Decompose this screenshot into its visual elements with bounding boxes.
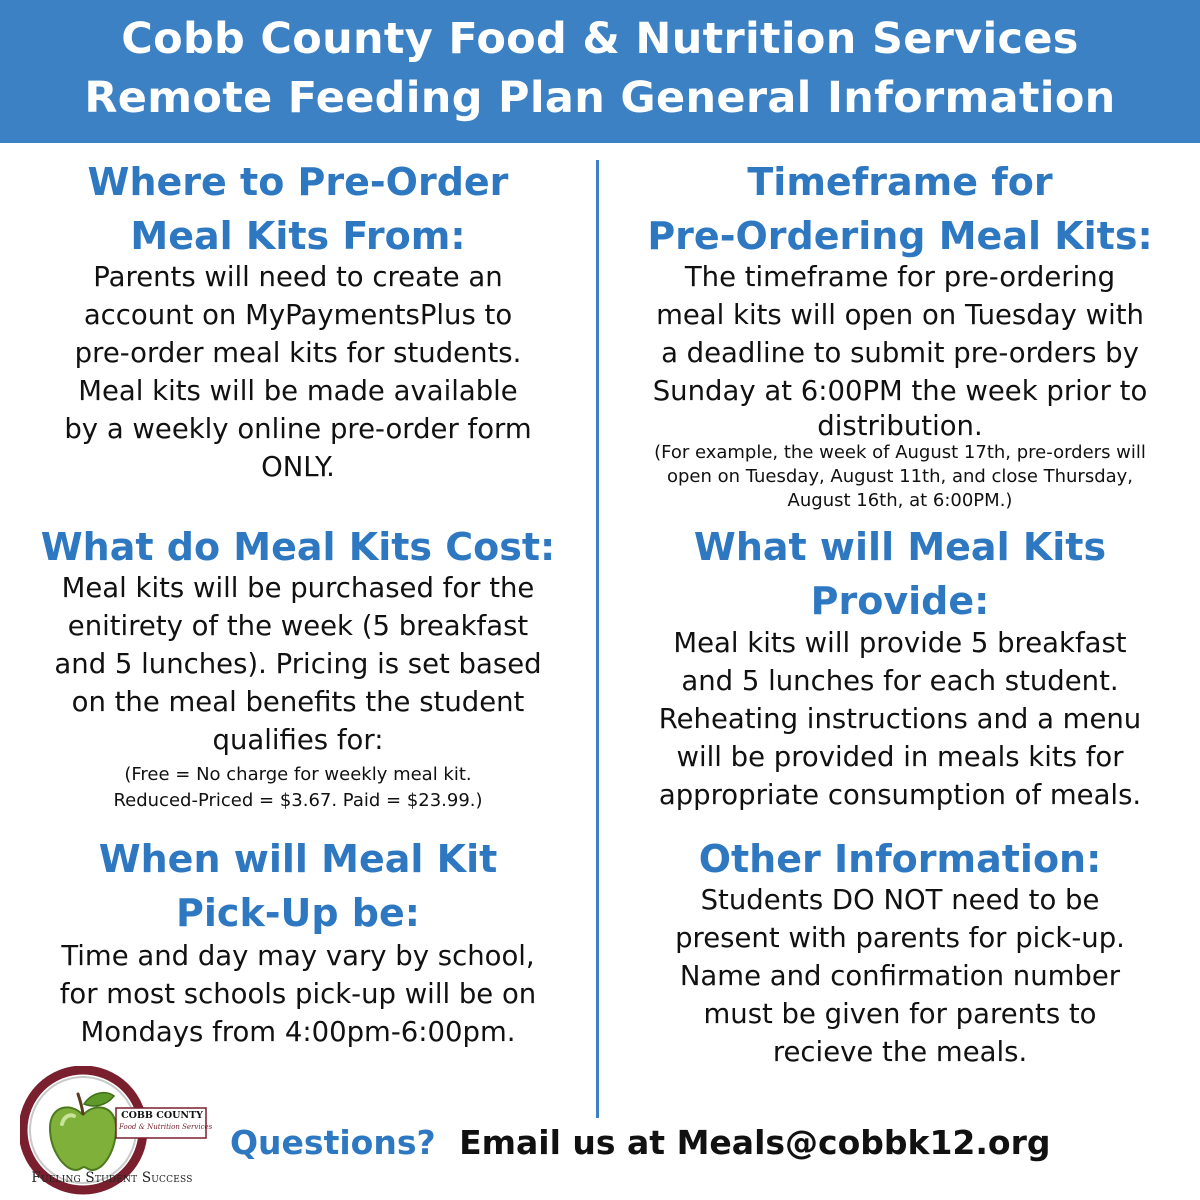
other-info-body-line: Students DO NOT need to be (700, 884, 1100, 916)
cost-body-line: on the meal benefits the student (71, 686, 525, 718)
footer-questions: Questions? (230, 1123, 436, 1162)
pickup-heading-line-2: Pick-Up be: (176, 891, 420, 935)
other-info-body-line: recieve the meals. (772, 1036, 1028, 1068)
preorder-heading-line-2: Meal Kits From: (130, 214, 466, 258)
pickup-body-line: Mondays from 4:00pm-6:00pm. (80, 1016, 516, 1048)
timeframe-body-line: a deadline to submit pre-orders by (661, 337, 1139, 369)
provide-body-line: Reheating instructions and a menu (658, 703, 1142, 735)
logo-name-line-1: COBB COUNTY (121, 1110, 203, 1121)
preorder-body-line: account on MyPaymentsPlus to (83, 299, 513, 331)
preorder-body-line: pre-order meal kits for students. (74, 337, 522, 369)
cost-heading: What do Meal Kits Cost: (40, 525, 556, 569)
timeframe-heading-line-1: Timeframe for (747, 160, 1053, 204)
cost-body-line: and 5 lunches). Pricing is set based (54, 648, 542, 680)
preorder-heading-line-1: Where to Pre-Order (87, 160, 509, 204)
provide-body-line: Meal kits will provide 5 breakfast (673, 627, 1127, 659)
cost-body-line: Meal kits will be purchased for the (61, 572, 535, 604)
preorder-body-line: Meal kits will be made available (78, 375, 518, 407)
other-info-body-line: present with parents for pick-up. (675, 922, 1125, 954)
pickup-body-line: Time and day may vary by school, (61, 940, 535, 972)
logo-tagline: Fueling Student Success (31, 1170, 193, 1186)
title-line-2: Remote Feeding Plan General Information (84, 73, 1116, 123)
preorder-body-line: by a weekly online pre-order form (64, 413, 532, 445)
column-divider (596, 160, 599, 1118)
timeframe-body-line: The timeframe for pre-ordering (684, 261, 1116, 293)
timeframe-body-line: meal kits will open on Tuesday with (656, 299, 1144, 331)
footer-email[interactable]: Email us at Meals@cobbk12.org (459, 1123, 1051, 1162)
cost-pricing-note: (Free = No charge for weekly meal kit. (124, 764, 472, 785)
right-column (600, 0, 1200, 1200)
provide-body-line: appropriate consumption of meals. (658, 779, 1142, 811)
footer-contact (230, 1118, 1051, 1168)
provide-heading-line-2: Provide: (810, 579, 990, 623)
timeframe-example-note: (For example, the week of August 17th, pre-orders will (654, 442, 1146, 463)
timeframe-body-line: distribution. (817, 410, 983, 442)
cost-body-line: enitirety of the week (5 breakfast (67, 610, 529, 642)
provide-body-line: will be provided in meals kits for (676, 741, 1124, 773)
title-line-1: Cobb County Food & Nutrition Services (121, 14, 1079, 64)
timeframe-example-note: open on Tuesday, August 11th, and close Thursday, (666, 466, 1134, 487)
preorder-body-line: ONLY. (261, 451, 335, 483)
preorder-body-line: Parents will need to create an (93, 261, 503, 293)
provide-heading-line-1: What will Meal Kits (693, 525, 1107, 569)
cost-body-line: qualifies for: (212, 724, 384, 756)
left-column (0, 0, 596, 1200)
cost-pricing-note: Reduced-Priced = $3.67. Paid = $23.99.) (113, 790, 483, 811)
other-info-heading: Other Information: (698, 837, 1102, 881)
pickup-body-line: for most schools pick-up will be on (59, 978, 537, 1010)
logo-name-line-2: Food & Nutrition Services (119, 1123, 213, 1131)
timeframe-example-note: August 16th, at 6:00PM.) (787, 490, 1013, 511)
timeframe-body-line: Sunday at 6:00PM the week prior to (652, 375, 1148, 407)
pickup-heading-line-1: When will Meal Kit (98, 837, 498, 881)
other-info-body-line: must be given for parents to (703, 998, 1097, 1030)
provide-body-line: and 5 lunches for each student. (681, 665, 1119, 697)
timeframe-heading-line-2: Pre-Ordering Meal Kits: (647, 214, 1153, 258)
other-info-body-line: Name and confirmation number (679, 960, 1121, 992)
